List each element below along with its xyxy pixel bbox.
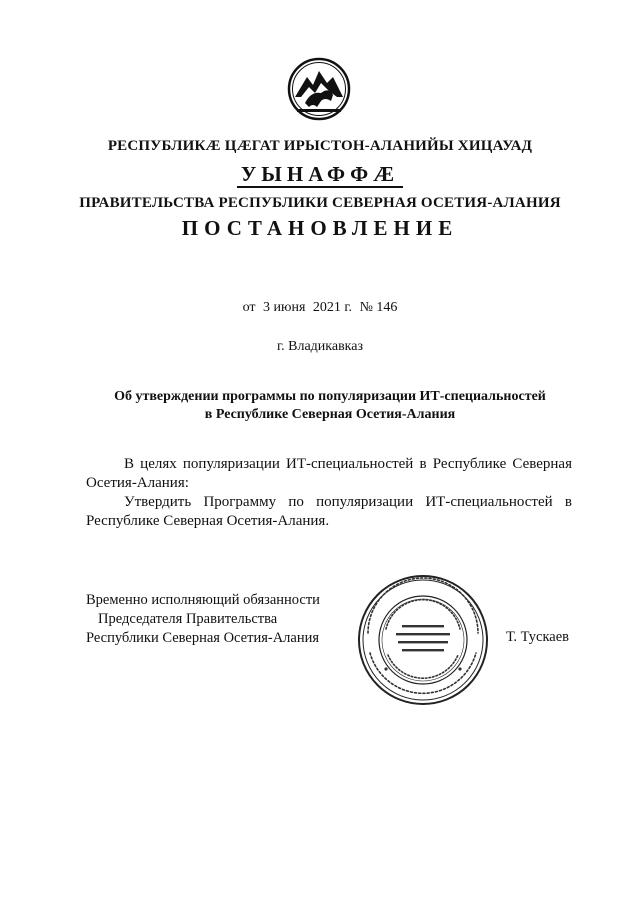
- subject-line-1: Об утверждении программы по популяризации ИТ-специальностей: [114, 389, 546, 404]
- decree-body: [86, 455, 572, 531]
- date-prefix: от: [242, 300, 256, 315]
- header-decree-ossetian-text: УЫНАФФӔ: [237, 162, 403, 188]
- city: г. Владикавказ: [276, 339, 364, 354]
- signatory-line-2: Председателя Правительства: [98, 611, 278, 627]
- body-paragraph-1: В целях популяризации ИТ-специальностей в Республике Северная Осетия-Алания:: [86, 456, 572, 491]
- header-title-russian: ПРАВИТЕЛЬСТВА РЕСПУБЛИКИ СЕВЕРНАЯ ОСЕТИЯ-АЛАНИЯ: [79, 195, 561, 211]
- decree-date-line: [0, 300, 640, 316]
- date-value: 3 июня: [263, 300, 306, 315]
- header-decree-russian: ПОСТАНОВЛЕНИЕ: [181, 216, 459, 240]
- date-year: 2021 г.: [312, 300, 353, 315]
- signatory-title: [86, 591, 320, 648]
- coat-of-arms-icon: [287, 57, 351, 121]
- decree-subject: [80, 388, 580, 424]
- header-title-ossetian: РЕСПУБЛИКӔ ЦӔГАТ ИРЫСТОН-АЛАНИЙЫ ХИЦАУАД: [107, 138, 533, 154]
- body-paragraph-2: Утвердить Программу по популяризации ИТ-специальностей в Республике Северная Осетия-Алания.: [86, 494, 572, 529]
- signatory-line-1: Временно исполняющий обязанности: [86, 592, 320, 608]
- signatory-name: Т. Тускаев: [506, 629, 570, 645]
- official-seal-icon: [356, 573, 490, 707]
- header-decree-ossetian: [0, 162, 640, 187]
- subject-line-2: в Республике Северная Осетия-Алания: [204, 407, 456, 422]
- signatory-line-3: Республики Северная Осетия-Алания: [86, 630, 320, 646]
- decree-number: № 146: [359, 300, 398, 315]
